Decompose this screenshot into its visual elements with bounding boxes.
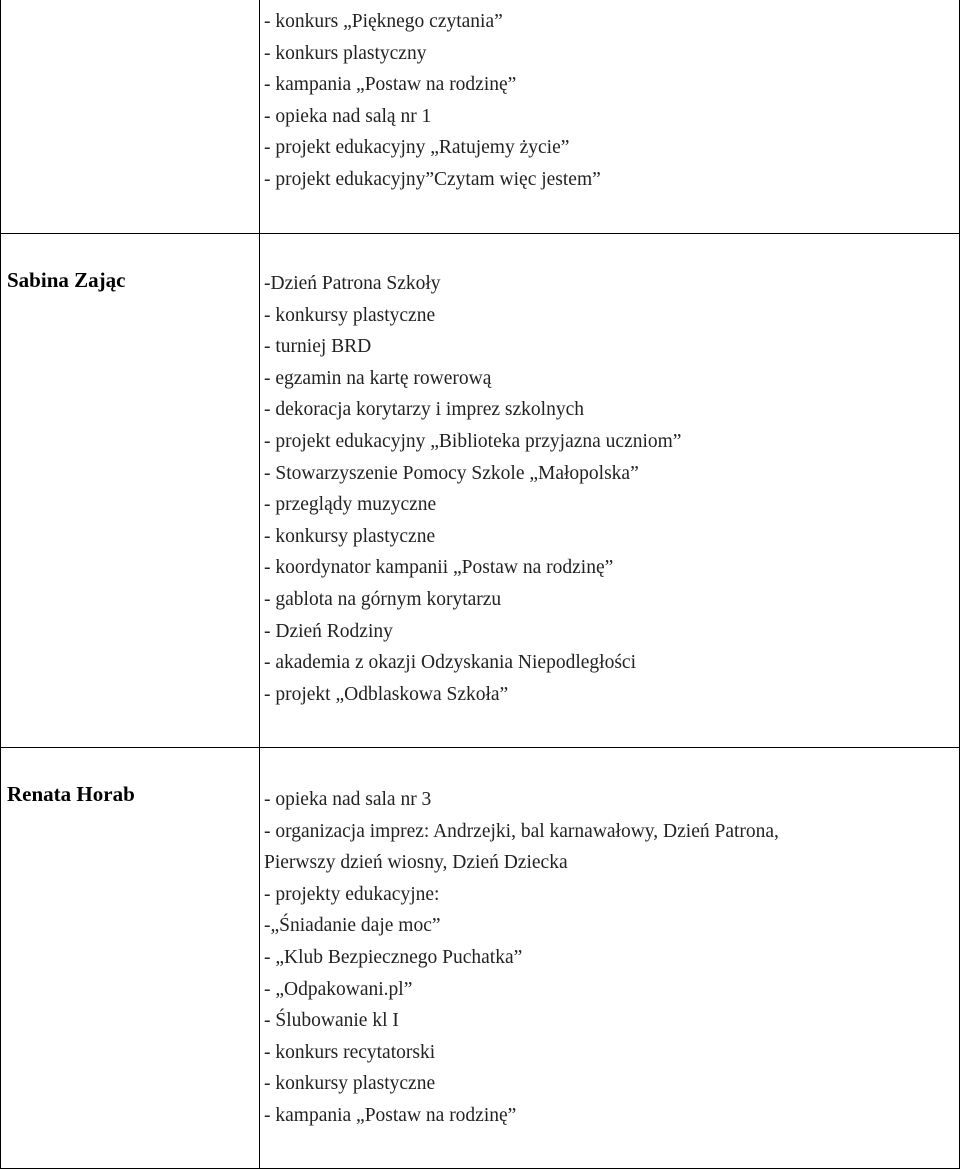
list-item: - projekt edukacyjny „Biblioteka przyjazna uczniom”	[264, 430, 682, 452]
list-item: - konkursy plastyczne	[264, 525, 436, 547]
list-item: - dekoracja korytarzy i imprez szkolnych	[264, 399, 584, 421]
list-item: - gablota na górnym korytarzu	[264, 588, 502, 610]
teacher-name-cell	[0, 748, 260, 1168]
list-item: - konkurs plastyczny	[264, 42, 427, 64]
table-row	[0, 0, 960, 233]
list-item: - przeglądy muzyczne	[264, 494, 437, 516]
activities-cell	[258, 234, 960, 747]
teacher-name: Sabina Zając	[7, 268, 126, 292]
list-item: - kampania „Postaw na rodzinę”	[264, 74, 517, 96]
list-item: -Dzień Patrona Szkoły	[264, 273, 441, 294]
row-divider	[0, 1168, 960, 1169]
list-item: - turniej BRD	[264, 336, 372, 358]
activities-list	[264, 268, 681, 710]
list-item: - konkursy plastyczne	[264, 304, 436, 326]
teacher-name-cell	[0, 234, 260, 747]
list-item: - opieka nad salą nr 1	[264, 105, 432, 127]
teacher-name: Renata Horab	[7, 782, 135, 806]
activities-list	[264, 6, 601, 196]
list-item: -„Śniadanie daje moc”	[264, 915, 441, 937]
list-item: - organizacja imprez: Andrzejki, bal karnawałowy, Dzień Patrona,	[264, 820, 779, 842]
list-item: - „Klub Bezpiecznego Puchatka”	[264, 946, 523, 968]
list-item: - akademia z okazji Odzyskania Niepodległości	[264, 652, 636, 674]
list-item: - projekty edukacyjne:	[264, 883, 440, 905]
list-item: - kampania „Postaw na rodzinę”	[264, 1104, 517, 1126]
list-item: - koordynator kampanii „Postaw na rodzinę”	[264, 557, 614, 579]
list-item: - projekt edukacyjny”Czytam więc jestem”	[264, 168, 601, 190]
list-item: - „Odpakowani.pl”	[264, 978, 413, 1000]
list-item: - egzamin na kartę rowerową	[264, 367, 492, 389]
list-item: - projekt edukacyjny „Ratujemy życie”	[264, 137, 570, 159]
list-item: - konkurs recytatorski	[264, 1041, 436, 1063]
list-item: - konkursy plastyczne	[264, 1073, 436, 1095]
list-item: - Stowarzyszenie Pomocy Szkole „Małopolska”	[264, 462, 639, 484]
list-item: Pierwszy dzień wiosny, Dzień Dziecka	[264, 852, 568, 874]
table-row	[0, 748, 960, 1168]
teacher-name-cell	[0, 0, 260, 233]
list-item: - Ślubowanie kl I	[264, 1010, 399, 1032]
list-item: - projekt „Odblaskowa Szkoła”	[264, 683, 509, 705]
activities-cell	[258, 0, 960, 233]
activities-list	[264, 784, 779, 1132]
list-item: - opieka nad sala nr 3	[264, 789, 432, 810]
list-item: - konkurs „Pięknego czytania”	[264, 11, 503, 32]
table-row	[0, 234, 960, 747]
activities-cell	[258, 748, 960, 1168]
list-item: - Dzień Rodziny	[264, 620, 393, 642]
